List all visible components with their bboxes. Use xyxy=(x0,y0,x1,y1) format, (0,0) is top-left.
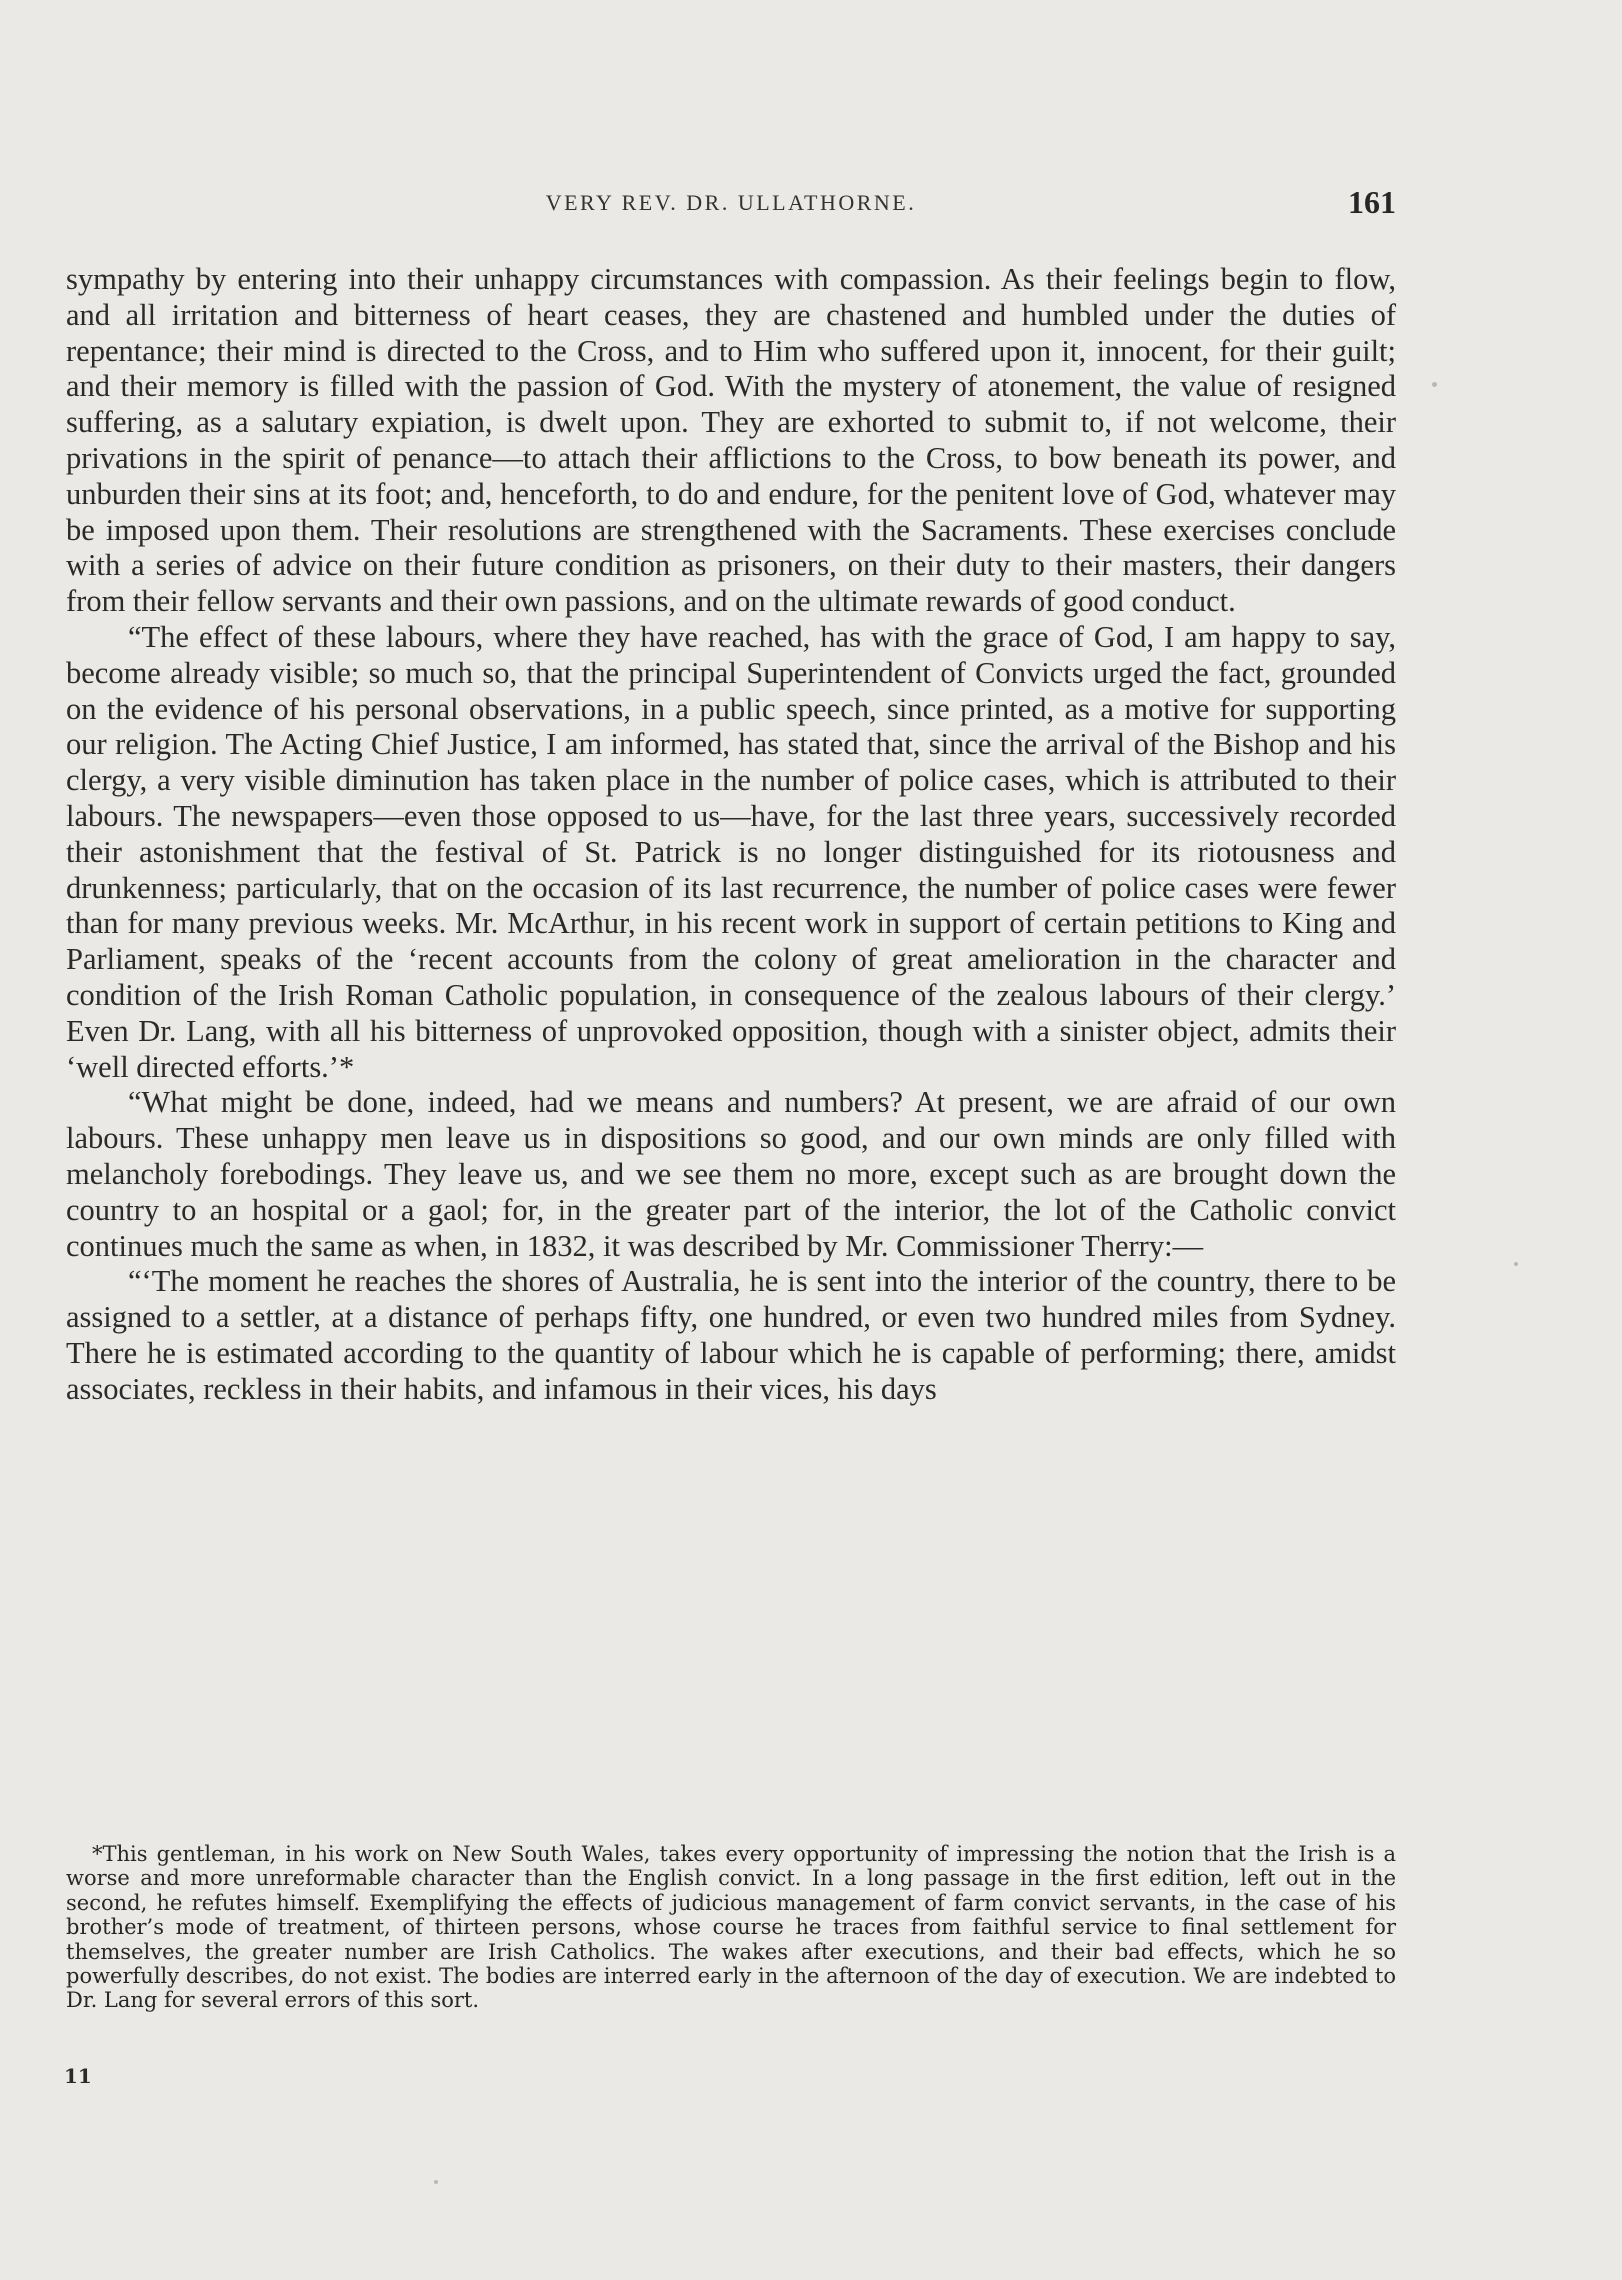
body-text xyxy=(66,262,1396,1408)
running-head xyxy=(66,184,1396,230)
paragraph: “What might be done, indeed, had we means and numbers? At present, we are afraid of our own labours. These unhappy men leave us in dispositions so good, and our own minds are only filled with melancholy forebodings. They leave us, and we see them no more, except such as are brought down the country to an hospital or a gaol; for, in the greater part of the interior, the lot of the Catholic convict continues much the same as when, in 1832, it was described by Mr. Commissioner Therry:— xyxy=(66,1085,1396,1263)
paper-speck xyxy=(434,2180,438,2184)
paragraph: sympathy by entering into their unhappy circumstances with compassion. As their feelings begin to flow, and all irritation and bitterness of heart ceases, they are chastened and humbled under the duties of repentance; their mind is directed to the Cross, and to Him who suffered upon it, innocent, for their guilt; and their memory is filled with the passion of God. With the mystery of atonement, the value of resigned suffering, as a salutary expiation, is dwelt upon. They are exhorted to submit to, if not welcome, their privations in the spirit of penance—to attach their afflictions to the Cross, to bow beneath its power, and unburden their sins at its foot; and, henceforth, to do and endure, for the penitent love of God, whatever may be imposed upon them. Their resolutions are strengthened with the Sacraments. These exercises conclude with a series of advice on their future condition as prisoners, on their duty to their masters, their dangers from their fellow servants and their own passions, and on the ultimate rewards of good conduct. xyxy=(66,262,1396,619)
signature-mark: 11 xyxy=(64,2064,92,2088)
paragraph: “‘The moment he reaches the shores of Australia, he is sent into the interior of the country, there to be assigned to a settler, at a distance of perhaps fifty, one hundred, or even two hundred miles from Sydney. There he is estimated according to the quantity of labour which he is capable of performing; there, amidst associates, reckless in their habits, and infamous in their vices, his days xyxy=(66,1264,1396,1406)
footnote: *This gentleman, in his work on New South Wales, takes every opportunity of impressing the notion that the Irish is a worse and more unreformable character than the English convict. In a long passage in the first edition, left out in the second, he refutes himself. Exemplifying the effects of judicious management of farm convict servants, in the case of his brother’s mode of treatment, of thirteen persons, whose course he traces from faithful service to final settlement for themselves, the greater number are Irish Catholics. The wakes after executions, and their bad effects, which he so powerfully describes, do not exist. The bodies are interred early in the afternoon of the day of execution. We are indebted to Dr. Lang for several errors of this sort. xyxy=(66,1842,1396,2013)
paper-speck xyxy=(1432,382,1437,387)
running-title: VERY REV. DR. ULLATHORNE. xyxy=(545,190,917,215)
paper-speck xyxy=(1514,1262,1518,1266)
page-number: 161 xyxy=(1348,184,1396,220)
paragraph: “The effect of these labours, where they have reached, has with the grace of God, I am happy to say, become already visible; so much so, that the principal Superintendent of Convicts urged the fact, grounded on the evidence of his personal observations, in a public speech, since printed, as a motive for supporting our religion. The Acting Chief Justice, I am informed, has stated that, since the arrival of the Bishop and his clergy, a very visible diminution has taken place in the number of police cases, which is attributed to their labours. The newspapers—even those opposed to us—have, for the last three years, successively recorded their astonishment that the festival of St. Patrick is no longer distinguished for its riotousness and drunkenness; particularly, that on the occasion of its last recurrence, the number of police cases were fewer than for many previous weeks. Mr. McArthur, in his recent work in support of certain petitions to King and Parliament, speaks of the ‘recent accounts from the colony of great amelioration in the character and condition of the Irish Roman Catholic population, in consequence of the zealous labours of their clergy.’ Even Dr. Lang, with all his bitterness of unprovoked opposition, though with a sinister object, admits their ‘well directed efforts.’* xyxy=(66,619,1396,1084)
